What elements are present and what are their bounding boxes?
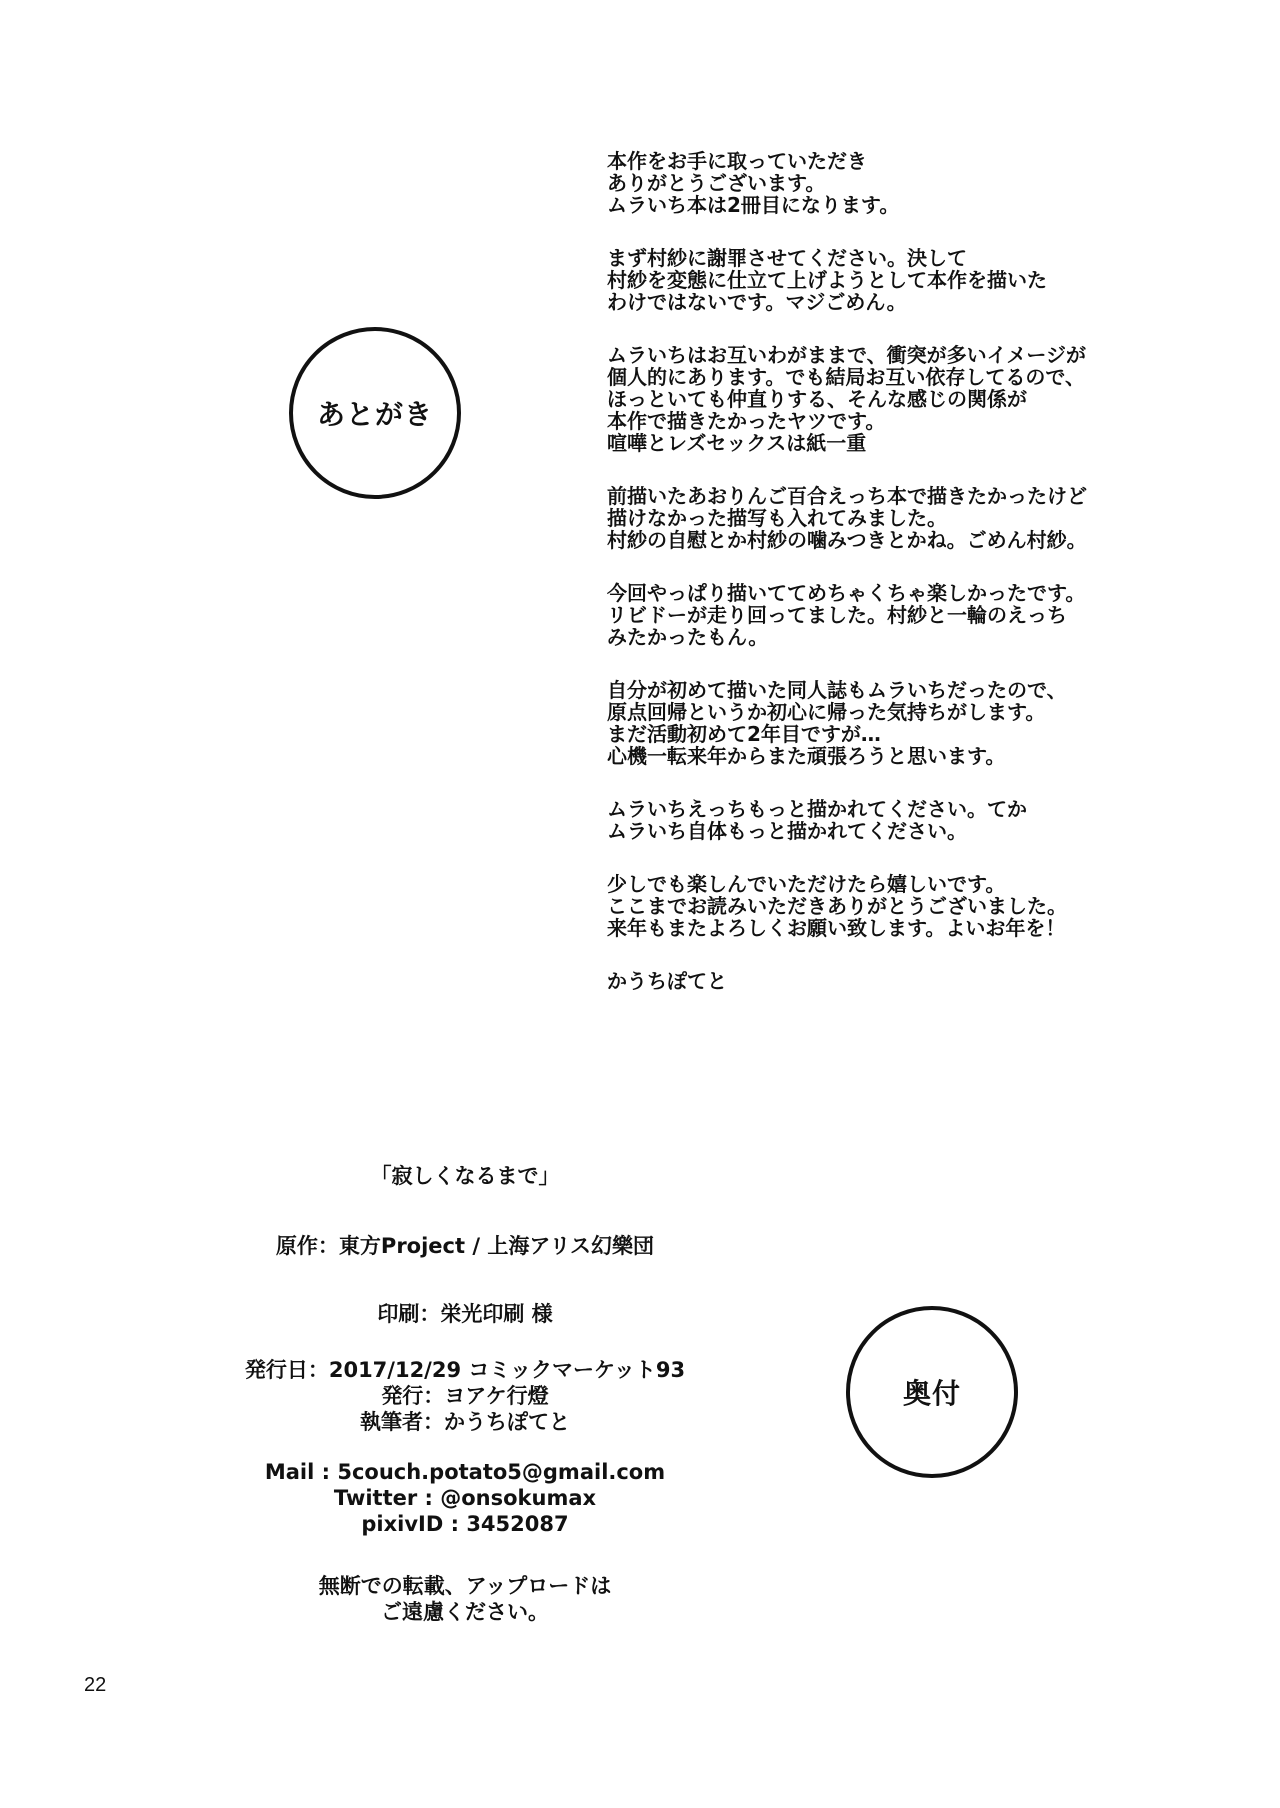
colophon-heading-circle xyxy=(846,1306,1018,1478)
text-line: 今回やっぱり描いててめちゃくちゃ楽しかったです。 xyxy=(607,581,1086,605)
page-number: 22 xyxy=(84,1674,107,1696)
text-line: みたかったもん。 xyxy=(607,625,769,649)
text-line: 本作をお手に取っていただき xyxy=(607,149,867,173)
text-line: ムラいちえっちもっと描かれてください。てか xyxy=(607,797,1027,821)
text-line: 自分が初めて描いた同人誌もムラいちだったので、 xyxy=(607,678,1067,702)
mail: Mail : 5couch.potato5@gmail.com xyxy=(264,1460,666,1484)
signature-line: かうちぽてと xyxy=(607,969,727,993)
afterword-paragraph xyxy=(607,150,1247,216)
reprint-notice xyxy=(150,1573,780,1625)
contact-block xyxy=(150,1459,780,1537)
afterword-paragraph xyxy=(607,873,1247,939)
text-line: リビドーが走り回ってました。村紗と一輪のえっち xyxy=(607,603,1067,627)
printer: 印刷：栄光印刷 様 xyxy=(377,1302,553,1326)
afterword-heading-circle xyxy=(289,327,461,499)
twitter: Twitter : @onsokumax xyxy=(333,1486,597,1510)
text-line: まず村紗に謝罪させてください。決して xyxy=(607,246,967,270)
afterword-paragraph xyxy=(607,485,1247,551)
afterword-paragraph xyxy=(607,798,1247,842)
colophon xyxy=(150,1163,780,1625)
text-line: 少しでも楽しんでいただけたら嬉しいです。 xyxy=(607,872,1006,896)
afterword-body xyxy=(607,150,1247,1023)
text-line: 個人的にあります。でも結局お互い依存してるので、 xyxy=(607,365,1085,389)
text-line: 前描いたあおりんご百合えっち本で描きたかったけど xyxy=(607,484,1087,508)
afterword-paragraph xyxy=(607,344,1247,454)
text-line: 心機一転来年からまた頑張ろうと思います。 xyxy=(607,744,1006,768)
text-line: ムラいち本は2冊目になります。 xyxy=(607,193,900,217)
afterword-paragraph xyxy=(607,582,1247,648)
text-line: 村紗の自慰とか村紗の噛みつきとかね。ごめん村紗。 xyxy=(607,528,1087,552)
notice-line: ご遠慮ください。 xyxy=(381,1600,549,1624)
publish-date: 発行日：2017/12/29 コミックマーケット93 xyxy=(244,1358,686,1382)
pixiv-id: pixivID : 3452087 xyxy=(361,1512,569,1536)
text-line: まだ活動初めて2年目ですが… xyxy=(607,722,881,746)
text-line: ここまでお読みいただきありがとうございました。 xyxy=(607,894,1067,918)
text-line: わけではないです。マジごめん。 xyxy=(607,290,907,314)
notice-line: 無断での転載、アップロードは xyxy=(318,1574,612,1598)
author: 執筆者：かうちぽてと xyxy=(360,1410,570,1434)
text-line: ムラいち自体もっと描かれてください。 xyxy=(607,819,967,843)
text-line: 村紗を変態に仕立て上げようとして本作を描いた xyxy=(607,268,1047,292)
book-title: 「寂しくなるまで」 xyxy=(370,1164,560,1188)
afterword-paragraph xyxy=(607,247,1247,313)
publisher: 発行：ヨアケ行燈 xyxy=(381,1384,549,1408)
afterword-paragraph xyxy=(607,679,1247,767)
text-line: 原点回帰というか初心に帰った気持ちがします。 xyxy=(607,700,1046,724)
text-line: 本作で描きたかったヤツです。 xyxy=(607,409,886,433)
afterword-heading: あとがき xyxy=(316,398,433,431)
afterword-signature xyxy=(607,970,1247,992)
text-line: 喧嘩とレズセックスは紙一重 xyxy=(607,431,867,455)
text-line: 描けなかった描写も入れてみました。 xyxy=(607,506,947,530)
text-line: ありがとうございます。 xyxy=(607,171,826,195)
colophon-heading: 奥付 xyxy=(902,1377,961,1410)
text-line: ムラいちはお互いわがままで、衝突が多いイメージが xyxy=(607,343,1086,367)
text-line: 来年もまたよろしくお願い致します。よいお年を！ xyxy=(607,916,1066,940)
original-work: 原作：東方Project / 上海アリス幻樂団 xyxy=(275,1234,655,1258)
text-line: ほっといても仲直りする、そんな感じの関係が xyxy=(607,387,1027,411)
